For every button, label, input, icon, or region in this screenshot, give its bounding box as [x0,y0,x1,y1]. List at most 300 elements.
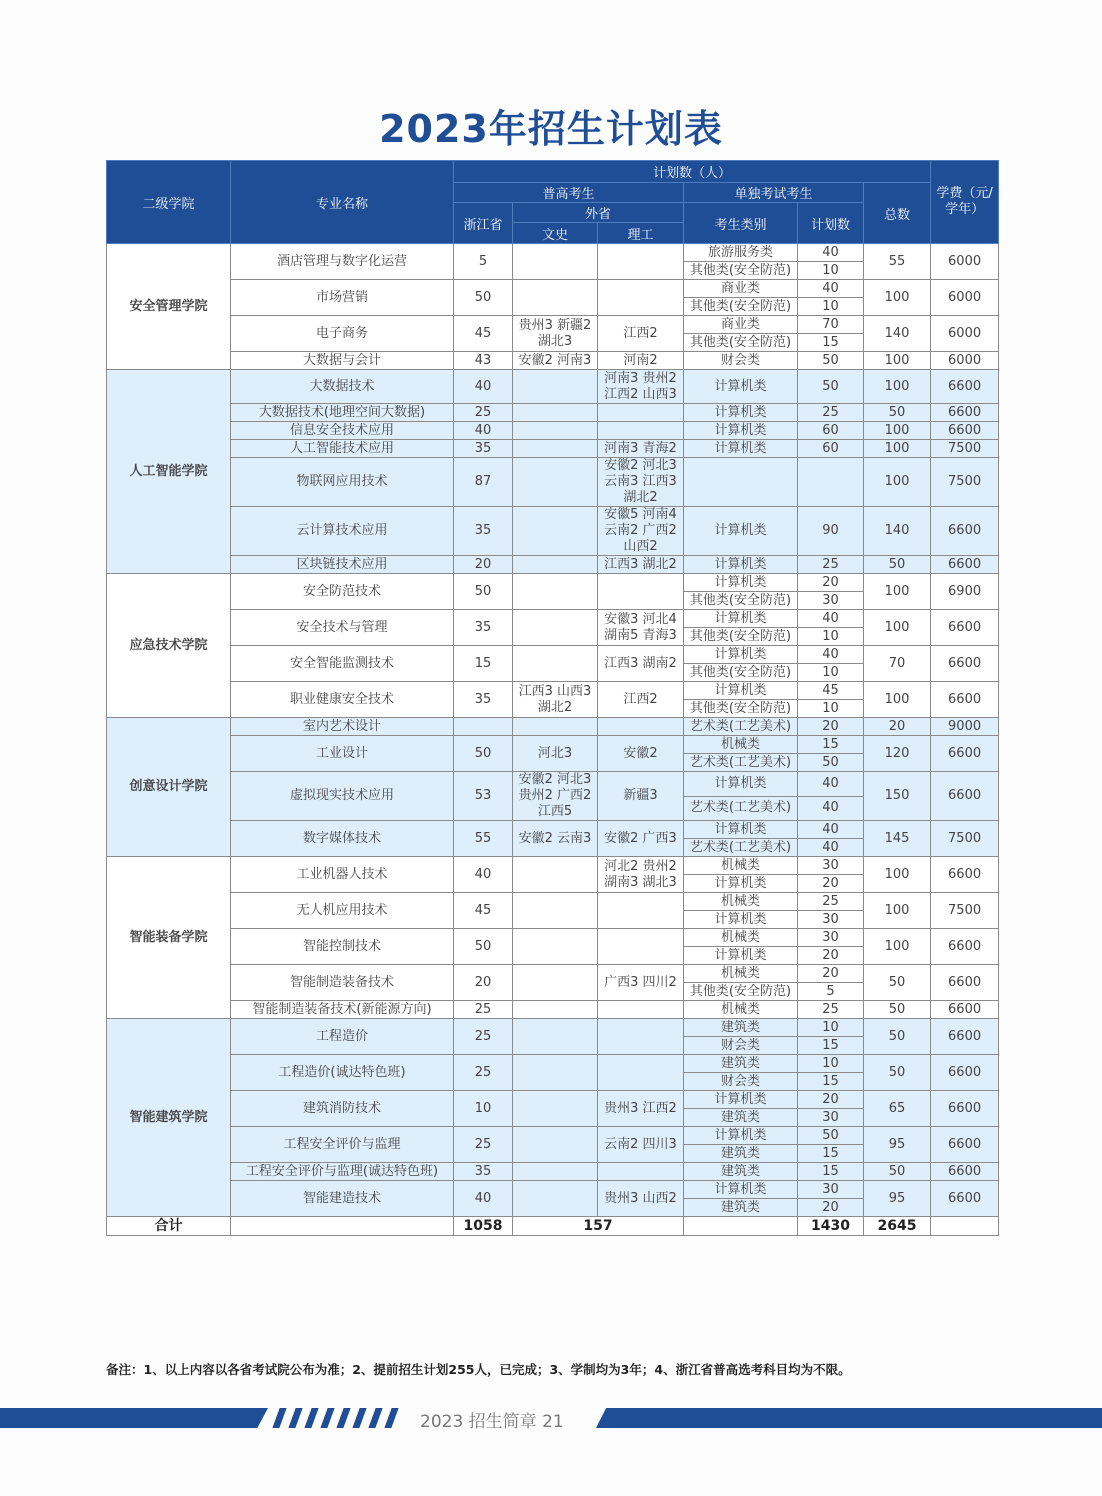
exam-category: 计算机类 [684,370,798,404]
exam-category: 艺术类(工艺美术) [684,839,798,857]
science-provinces: 新疆3 [598,772,684,821]
exam-category: 其他类(安全防范) [684,700,798,718]
tuition-fee: 6600 [931,772,999,821]
header-category: 考生类别 [684,203,798,244]
major-total: 50 [864,1055,931,1091]
category-count: 20 [798,947,864,965]
exam-category: 计算机类 [684,507,798,556]
liberal-provinces [513,610,598,646]
major-total: 100 [864,352,931,370]
category-count: 30 [798,857,864,875]
liberal-provinces [513,280,598,316]
exam-category: 其他类(安全防范) [684,298,798,316]
summary-empty-cat [684,1217,798,1236]
exam-category: 建筑类 [684,1055,798,1073]
page-title: 2023年招生计划表 [379,107,723,151]
category-count: 70 [798,316,864,334]
exam-category: 建筑类 [684,1019,798,1037]
major-total: 100 [864,370,931,404]
major-total: 145 [864,821,931,857]
science-provinces: 江西3 湖南2 [598,646,684,682]
exam-category: 建筑类 [684,1109,798,1127]
summary-total: 2645 [864,1217,931,1236]
tuition-fee: 6600 [931,1091,999,1127]
header-total: 总数 [864,183,931,244]
table-row [107,857,999,875]
major-total: 100 [864,422,931,440]
major-name: 工业设计 [231,736,454,772]
table-row [107,772,999,797]
major-total: 50 [864,1019,931,1055]
liberal-provinces [513,507,598,556]
zhejiang-count: 35 [454,507,513,556]
category-count: 90 [798,507,864,556]
tuition-fee: 7500 [931,893,999,929]
liberal-provinces [513,1091,598,1127]
zhejiang-count: 20 [454,556,513,574]
science-provinces: 江西3 湖北2 [598,556,684,574]
table-row [107,718,999,736]
science-provinces [598,404,684,422]
exam-category: 计算机类 [684,682,798,700]
category-count: 40 [798,772,864,797]
category-count: 25 [798,556,864,574]
exam-category: 机械类 [684,736,798,754]
exam-category: 其他类(安全防范) [684,664,798,682]
major-name: 工程安全评价与监理(诚达特色班) [231,1163,454,1181]
table-row [107,440,999,458]
exam-category: 计算机类 [684,404,798,422]
major-name: 虚拟现实技术应用 [231,772,454,821]
tuition-fee: 6600 [931,857,999,893]
science-provinces: 河北2 贵州2 湖南3 湖北3 [598,857,684,893]
category-count: 40 [798,280,864,298]
science-provinces [598,1163,684,1181]
liberal-provinces: 贵州3 新疆2 湖北3 [513,316,598,352]
zhejiang-count: 25 [454,1127,513,1163]
tuition-fee: 6000 [931,244,999,280]
zhejiang-count: 50 [454,929,513,965]
tuition-fee: 6600 [931,404,999,422]
exam-category: 计算机类 [684,574,798,592]
table-row [107,1163,999,1181]
major-total: 50 [864,404,931,422]
major-name: 人工智能技术应用 [231,440,454,458]
major-total: 100 [864,458,931,507]
category-count: 15 [798,1037,864,1055]
exam-category: 建筑类 [684,1145,798,1163]
category-count: 45 [798,682,864,700]
major-name: 数字媒体技术 [231,821,454,857]
category-count: 25 [798,893,864,911]
header-separate: 单独考试考生 [684,183,864,203]
liberal-provinces [513,929,598,965]
category-count: 60 [798,440,864,458]
tuition-fee: 6600 [931,965,999,1001]
header-science: 理工 [598,223,684,244]
table-row [107,1127,999,1145]
exam-category: 计算机类 [684,1127,798,1145]
category-count: 15 [798,736,864,754]
category-count: 20 [798,875,864,893]
category-count: 40 [798,796,864,821]
category-count: 25 [798,404,864,422]
exam-category: 财会类 [684,1037,798,1055]
exam-category: 商业类 [684,280,798,298]
zhejiang-count: 45 [454,893,513,929]
exam-category: 计算机类 [684,875,798,893]
zhejiang-count: 25 [454,1055,513,1091]
summary-empty-fee [931,1217,999,1236]
liberal-provinces [513,718,598,736]
science-provinces: 江西2 [598,682,684,718]
zhejiang-count: 43 [454,352,513,370]
liberal-provinces [513,893,598,929]
major-total: 100 [864,574,931,610]
exam-category: 计算机类 [684,646,798,664]
science-provinces [598,574,684,610]
exam-category: 财会类 [684,1073,798,1091]
table-row [107,507,999,556]
page-footer [0,1405,1102,1431]
zhejiang-count: 40 [454,370,513,404]
science-provinces: 广西3 四川2 [598,965,684,1001]
tuition-fee: 7500 [931,440,999,458]
science-provinces: 贵州3 江西2 [598,1091,684,1127]
major-total: 140 [864,507,931,556]
category-count: 15 [798,1073,864,1091]
exam-category: 其他类(安全防范) [684,628,798,646]
exam-category: 艺术类(工艺美术) [684,718,798,736]
category-count: 50 [798,370,864,404]
major-name: 大数据技术 [231,370,454,404]
header-other-province: 外省 [513,203,684,223]
liberal-provinces: 江西3 山西3 湖北2 [513,682,598,718]
science-provinces: 安徽2 [598,736,684,772]
major-total: 100 [864,893,931,929]
category-count: 30 [798,911,864,929]
footer-page-label: 2023 招生简章 21 [420,1412,564,1432]
science-provinces [598,893,684,929]
exam-category: 商业类 [684,316,798,334]
liberal-provinces [513,574,598,610]
table-row [107,965,999,983]
zhejiang-count: 25 [454,1019,513,1055]
major-total: 95 [864,1181,931,1217]
major-name: 智能制造装备技术(新能源方向) [231,1001,454,1019]
tuition-fee: 6600 [931,1181,999,1217]
tuition-fee: 6000 [931,352,999,370]
exam-category: 其他类(安全防范) [684,983,798,1001]
exam-category: 旅游服务类 [684,244,798,262]
footer-bar-right [596,1408,1102,1428]
major-name: 工程安全评价与监理 [231,1127,454,1163]
table-row [107,646,999,664]
category-count: 30 [798,1109,864,1127]
liberal-provinces [513,1019,598,1055]
table-row [107,682,999,700]
table-row [107,893,999,911]
major-name: 云计算技术应用 [231,507,454,556]
exam-category: 艺术类(工艺美术) [684,754,798,772]
liberal-provinces [513,1001,598,1019]
tuition-fee: 6600 [931,1163,999,1181]
major-total: 65 [864,1091,931,1127]
science-provinces [598,244,684,280]
zhejiang-count: 20 [454,965,513,1001]
tuition-fee: 6600 [931,556,999,574]
category-count: 20 [798,1199,864,1217]
liberal-provinces: 安徽2 河北3 贵州2 广西2 江西5 [513,772,598,821]
science-provinces: 安徽2 河北3 云南3 江西3 湖北2 [598,458,684,507]
exam-category: 计算机类 [684,772,798,797]
major-total: 70 [864,646,931,682]
zhejiang-count: 40 [454,857,513,893]
category-count: 20 [798,1091,864,1109]
exam-category: 其他类(安全防范) [684,334,798,352]
category-count: 40 [798,821,864,839]
exam-category: 建筑类 [684,1199,798,1217]
college-name: 智能建筑学院 [107,1019,231,1217]
table-row [107,352,999,370]
category-count: 20 [798,718,864,736]
table-row [107,404,999,422]
summary-separate: 1430 [798,1217,864,1236]
table-row [107,929,999,947]
zhejiang-count: 87 [454,458,513,507]
science-provinces [598,422,684,440]
summary-other: 157 [513,1217,684,1236]
exam-category: 计算机类 [684,821,798,839]
table-row [107,316,999,334]
college-name: 创意设计学院 [107,718,231,857]
major-total: 50 [864,556,931,574]
table-row [107,1019,999,1037]
enrollment-plan-table [106,160,999,1236]
liberal-provinces [513,556,598,574]
footnote: 备注：1、以上内容以各省考试院公布为准；2、提前招生计划255人，已完成；3、学制均为3年；4、浙江省普高选考科目均为不限。 [106,1362,851,1377]
major-total: 95 [864,1127,931,1163]
liberal-provinces: 安徽2 河南3 [513,352,598,370]
tuition-fee: 6000 [931,280,999,316]
category-count: 10 [798,700,864,718]
category-count [798,458,864,507]
table-row [107,370,999,404]
table-row [107,1181,999,1199]
zhejiang-count: 35 [454,440,513,458]
table-body [107,244,999,1217]
zhejiang-count: 25 [454,1001,513,1019]
major-total: 140 [864,316,931,352]
exam-category [684,458,798,507]
science-provinces: 安徽2 广西3 [598,821,684,857]
exam-category: 计算机类 [684,1091,798,1109]
summary-zhejiang: 1058 [454,1217,513,1236]
major-total: 55 [864,244,931,280]
major-name: 工程造价(诚达特色班) [231,1055,454,1091]
tuition-fee: 6900 [931,574,999,610]
major-total: 20 [864,718,931,736]
major-total: 100 [864,280,931,316]
table-row [107,280,999,298]
liberal-provinces: 安徽2 云南3 [513,821,598,857]
science-provinces: 河南3 青海2 [598,440,684,458]
exam-category: 计算机类 [684,1181,798,1199]
table-row [107,458,999,507]
category-count: 30 [798,929,864,947]
liberal-provinces [513,1127,598,1163]
major-total: 150 [864,772,931,821]
table-row [107,736,999,754]
tuition-fee: 6600 [931,1019,999,1055]
science-provinces [598,1001,684,1019]
exam-category: 其他类(安全防范) [684,592,798,610]
science-provinces: 云南2 四川3 [598,1127,684,1163]
category-count: 10 [798,262,864,280]
category-count: 10 [798,664,864,682]
table-row [107,422,999,440]
zhejiang-count: 10 [454,1091,513,1127]
category-count: 15 [798,1145,864,1163]
tuition-fee: 6600 [931,507,999,556]
major-name: 智能制造装备技术 [231,965,454,1001]
liberal-provinces [513,1181,598,1217]
liberal-provinces [513,1055,598,1091]
tuition-fee: 6600 [931,370,999,404]
science-provinces [598,280,684,316]
tuition-fee: 6000 [931,316,999,352]
major-total: 100 [864,857,931,893]
category-count: 40 [798,610,864,628]
liberal-provinces [513,404,598,422]
science-provinces [598,718,684,736]
exam-category: 计算机类 [684,556,798,574]
header-college: 二级学院 [107,161,231,244]
category-count: 5 [798,983,864,1001]
zhejiang-count [454,718,513,736]
tuition-fee: 6600 [931,1055,999,1091]
zhejiang-count: 50 [454,574,513,610]
exam-category: 机械类 [684,1001,798,1019]
science-provinces: 安徽5 河南4 云南2 广西2 山西2 [598,507,684,556]
tuition-fee: 6600 [931,929,999,965]
exam-category: 计算机类 [684,947,798,965]
major-total: 100 [864,682,931,718]
category-count: 20 [798,965,864,983]
science-provinces: 贵州3 山西2 [598,1181,684,1217]
category-count: 15 [798,1163,864,1181]
summary-label: 合计 [107,1217,231,1236]
tuition-fee: 6600 [931,422,999,440]
zhejiang-count: 40 [454,422,513,440]
header-zhejiang: 浙江省 [454,203,513,244]
category-count: 30 [798,1181,864,1199]
liberal-provinces [513,440,598,458]
zhejiang-count: 5 [454,244,513,280]
science-provinces [598,1055,684,1091]
header-plan-count: 计划数（人） [454,161,931,183]
category-count: 25 [798,1001,864,1019]
category-count: 10 [798,298,864,316]
category-count: 10 [798,1055,864,1073]
zhejiang-count: 53 [454,772,513,821]
exam-category: 其他类(安全防范) [684,262,798,280]
major-name: 安全防范技术 [231,574,454,610]
science-provinces [598,929,684,965]
liberal-provinces [513,646,598,682]
table-row [107,821,999,839]
zhejiang-count: 55 [454,821,513,857]
exam-category: 计算机类 [684,440,798,458]
exam-category: 建筑类 [684,1163,798,1181]
footer-bar-left [0,1408,268,1428]
major-total: 50 [864,1163,931,1181]
tuition-fee: 6600 [931,682,999,718]
category-count: 10 [798,1019,864,1037]
table-row [107,610,999,628]
tuition-fee: 7500 [931,458,999,507]
summary-row [107,1217,999,1236]
major-name: 工业机器人技术 [231,857,454,893]
major-name: 大数据技术(地理空间大数据) [231,404,454,422]
exam-category: 艺术类(工艺美术) [684,796,798,821]
tuition-fee: 9000 [931,718,999,736]
zhejiang-count: 45 [454,316,513,352]
exam-category: 机械类 [684,965,798,983]
science-provinces [598,1019,684,1055]
zhejiang-count: 35 [454,610,513,646]
zhejiang-count: 40 [454,1181,513,1217]
exam-category: 计算机类 [684,911,798,929]
table-row [107,244,999,262]
college-name: 应急技术学院 [107,574,231,718]
major-total: 50 [864,1001,931,1019]
category-count: 30 [798,592,864,610]
category-count: 40 [798,646,864,664]
major-name: 信息安全技术应用 [231,422,454,440]
category-count: 50 [798,754,864,772]
zhejiang-count: 15 [454,646,513,682]
tuition-fee: 7500 [931,821,999,857]
category-count: 20 [798,574,864,592]
science-provinces: 河南3 贵州2 江西2 山西3 [598,370,684,404]
zhejiang-count: 35 [454,1163,513,1181]
exam-category: 财会类 [684,352,798,370]
science-provinces: 河南2 [598,352,684,370]
liberal-provinces [513,370,598,404]
tuition-fee: 6600 [931,1001,999,1019]
category-count: 60 [798,422,864,440]
summary-empty [231,1217,454,1236]
major-name: 安全智能监测技术 [231,646,454,682]
table-row [107,1055,999,1073]
major-name: 酒店管理与数字化运营 [231,244,454,280]
major-name: 智能控制技术 [231,929,454,965]
major-name: 工程造价 [231,1019,454,1055]
major-name: 安全技术与管理 [231,610,454,646]
tuition-fee: 6600 [931,1127,999,1163]
major-name: 电子商务 [231,316,454,352]
header-liberal: 文史 [513,223,598,244]
exam-category: 计算机类 [684,610,798,628]
major-name: 室内艺术设计 [231,718,454,736]
major-name: 无人机应用技术 [231,893,454,929]
college-name: 人工智能学院 [107,370,231,574]
liberal-provinces [513,965,598,1001]
major-name: 市场营销 [231,280,454,316]
liberal-provinces [513,857,598,893]
category-count: 15 [798,334,864,352]
